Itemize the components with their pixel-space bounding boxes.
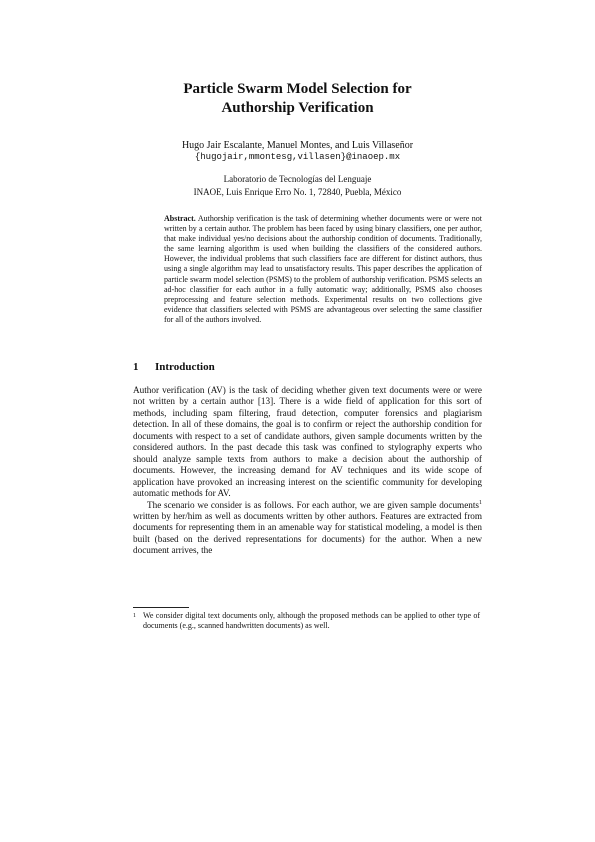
footnote-divider [133,607,189,608]
footnote [133,611,482,631]
author-list: Hugo Jair Escalante, Manuel Montes, and Luis Villaseñor [181,140,414,151]
paragraph-1: Author verification (AV) is the task of deciding whether given text documents were or were not written by a certain author [13]. There is a wide field of application for this sort of methods, including spam filtering, fraud detection, computer forensics and plagiarism detection. In all of these domains, the goal is to confirm or reject the authorship condition for documents with respect to a set of candidate authors, given sample documents written by the considered authors. In the past decade this task was confined to stylography experts who should analyze sample texts from authors to make a decision about the authorship of documents. However, the increasing demand for AV techniques and its wide scope of application have provoked an increasing interest on the scientific community for developing automatic methods for AV. [133,385,482,499]
paragraph-2 [133,500,482,557]
title-line-2: Authorship Verification [221,100,374,116]
affiliation [0,173,595,199]
body-text [133,385,482,557]
title-line-1: Particle Swarm Model Selection for [183,81,412,97]
affiliation-line-1: Laboratorio de Tecnologías del Lenguaje [223,174,372,184]
paragraph-2-rest: written by her/him as well as documents written by other authors. Features are extracted from documents for representing them in an amenable way for statistical modeling, a model is then built (based on the derived representations for documents) for the author. When a new document arrives, the [133,510,482,556]
abstract [164,214,482,325]
section-title: Introduction [155,361,215,373]
author-emails: {hugojair,mmontesg,villasen}@inaoep.mx [194,152,401,162]
footnote-mark: 1 [133,613,136,619]
section-heading [133,361,215,373]
abstract-label: Abstract. [164,214,196,223]
abstract-text: Authorship verification is the task of determining whether documents were or were not written by a certain author. The problem has been faced by using binary classifiers, one per author, that make individual yes/no decisions about the authorship condition of documents. Traditionally, the same learning algorithm is used when building the classifiers of the considered authors. However, the individual problems that such classifiers face are different for distinct authors, thus using a single algorithm may lead to unsatisfactory results. This paper describes the application of particle swarm model selection (PSMS) to the problem of authorship verification. PSMS selects an ad-hoc classifier for each author in a fully automatic way; additionally, PSMS also chooses preprocessing and feature selection methods. Experimental results on two collections give evidence that classifiers selected with PSMS are advantageous over selecting the same classifier for all of the authors involved. [164,214,482,324]
footnote-text: We consider digital text documents only, although the proposed methods can be applied to other type of documents (e.g., scanned handwritten documents) as well. [143,611,480,630]
paper-title [0,80,595,118]
section-number: 1 [133,361,139,373]
affiliation-line-2: INAOE, Luis Enrique Erro No. 1, 72840, Puebla, México [193,187,402,197]
paragraph-2-start: The scenario we consider is as follows. For each author, we are given sample documents [147,499,479,510]
footnote-reference: 1 [479,499,482,506]
